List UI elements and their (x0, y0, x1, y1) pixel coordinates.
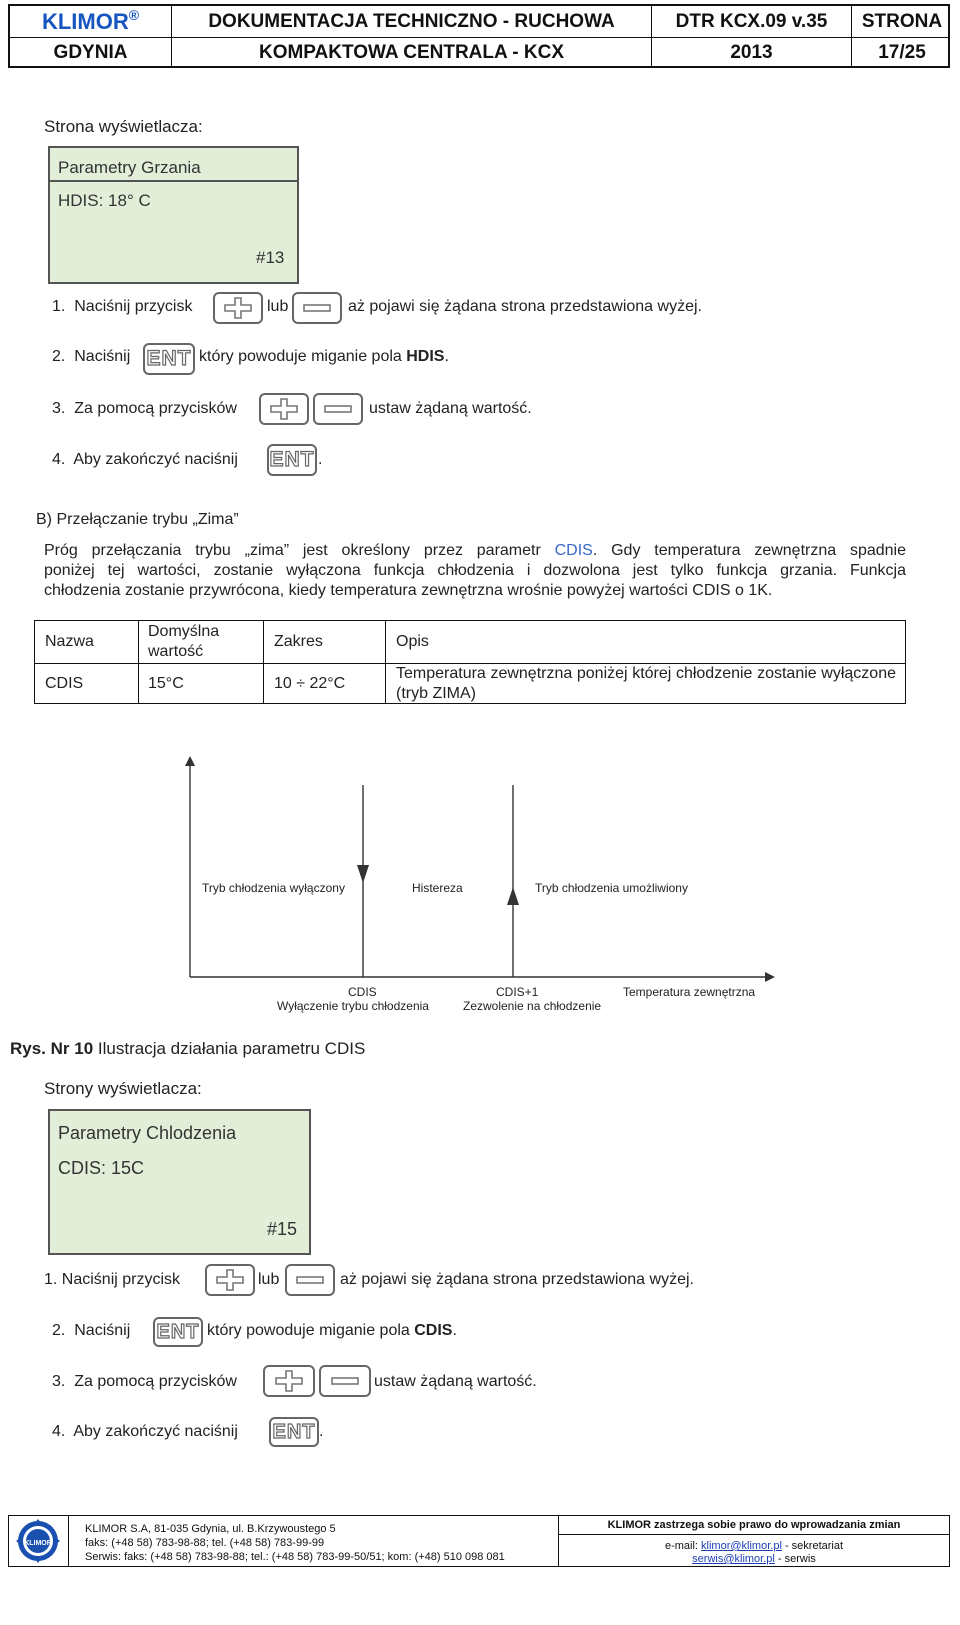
lcd-title: Parametry Grzania (58, 158, 201, 177)
tick-cdis1-desc: Zezwolenie na chłodzenie (463, 999, 602, 1013)
footer-rights-text: KLIMOR zastrzega sobie prawo do wprowadzania zmian (559, 1517, 949, 1535)
footer-contact (69, 1516, 559, 1566)
footer-logo (9, 1516, 69, 1566)
step-1b-or: lub (258, 1271, 280, 1288)
cell-range: 10 ÷ 22°C (274, 675, 346, 692)
step-1b: 1. Naciśnij przycisk (44, 1271, 181, 1288)
step-3b-text: ustaw żądaną wartość. (374, 1373, 537, 1390)
section-heading: B) Przełączanie trybu „Zima” (36, 511, 239, 528)
step-1b-text: aż pojawi się żądana strona przedstawiona wyżej. (340, 1271, 694, 1288)
footer-service: Serwis: faks: (+48 58) 783-98-88; tel.: (+48 58) 783-99-50/51; kom: (+48) 510 098 081 (85, 1551, 505, 1563)
tick-cdis: CDIS (348, 985, 377, 999)
lcd-title: Parametry Chlodzenia (58, 1123, 237, 1143)
ent-key-icon: ENT (269, 1417, 319, 1447)
tick-cdis-desc: Wyłączenie trybu chłodzenia (277, 999, 429, 1013)
label-cooling-off: Tryb chłodzenia wyłączony (202, 881, 345, 895)
lcd-display-cooling (48, 1109, 311, 1255)
step-4: 4. Aby zakończyć naciśnij (52, 451, 238, 468)
col-header-description: Opis (396, 633, 429, 650)
page-number: 17/25 (878, 41, 926, 63)
plus-key-icon (213, 292, 263, 324)
figure-caption: Rys. Nr 10 Ilustracja działania parametru CDIS (10, 1039, 366, 1058)
footer-email-1: e-mail: klimor@klimor.pl - sekretariat (664, 1540, 844, 1552)
lcd-display-heating (48, 146, 299, 284)
tick-cdis1: CDIS+1 (496, 985, 539, 999)
step-1: 1. Naciśnij przycisk (52, 298, 193, 315)
step-1-text: aż pojawi się żądana strona przedstawiona wyżej. (348, 298, 702, 315)
year: 2013 (652, 37, 852, 68)
product-name: KOMPAKTOWA CENTRALA - KCX (172, 37, 652, 68)
step-4b: 4. Aby zakończyć naciśnij (52, 1423, 238, 1440)
footer-fax: faks: (+48 58) 783-98-88; tel. (+48 58) 783-99-99 (85, 1537, 325, 1549)
step-2: 2. Naciśnij (52, 348, 131, 365)
step-2b-text: który powoduje miganie pola CDIS. (207, 1322, 457, 1339)
col-header-range: Zakres (274, 633, 323, 650)
cell-name: CDIS (45, 675, 84, 692)
footer-company: KLIMOR S.A, 81-035 Gdynia, ul. B.Krzywoustego 5 (85, 1523, 336, 1535)
email-link-office[interactable]: klimor@klimor.pl (701, 1540, 782, 1552)
step-1-or: lub (267, 298, 289, 315)
lcd-page: #13 (256, 248, 285, 267)
doc-title: DOKUMENTACJA TECHNICZNO - RUCHOWA (172, 6, 652, 37)
step-3b: 3. Za pomocą przycisków (52, 1373, 237, 1390)
cell-default: 15°C (148, 675, 184, 692)
doc-code: DTR KCX.09 v.35 (652, 6, 852, 37)
step-3: 3. Za pomocą przycisków (52, 400, 237, 417)
minus-key-icon (319, 1365, 371, 1397)
lcd-value: CDIS: 15C (58, 1158, 145, 1178)
para-line-3: chłodzenia zostanie przywrócona, kiedy temperatura zewnętrzna wrośnie powyżej wartości CDIS o 1K. (44, 582, 773, 599)
lcd-page: #15 (267, 1219, 298, 1239)
city: GDYNIA (10, 37, 172, 68)
plus-key-icon (205, 1264, 255, 1296)
parameter-table (34, 620, 906, 704)
lcd-value: HDIS: 18° C (58, 191, 151, 210)
ent-key-icon: ENT (267, 444, 317, 476)
document-footer (8, 1515, 950, 1567)
step-2-text: który powoduje miganie pola HDIS. (199, 348, 449, 365)
page-label: STRONA (861, 10, 943, 32)
col-header-name: Nazwa (45, 633, 94, 650)
step-3-text: ustaw żądaną wartość. (369, 400, 532, 417)
display-intro: Strona wyświetlacza: (44, 117, 203, 136)
footer-rights (559, 1516, 949, 1566)
email-link-service[interactable]: serwis@klimor.pl (692, 1553, 775, 1565)
x-axis-label: Temperatura zewnętrzna (623, 985, 756, 999)
minus-key-icon (285, 1264, 335, 1296)
step-2b: 2. Naciśnij (52, 1322, 131, 1339)
document-header (8, 4, 950, 68)
footer-email-2: serwis@klimor.pl - serwis (692, 1553, 816, 1565)
step-4b-end: . (319, 1423, 324, 1440)
label-cooling-on: Tryb chłodzenia umożliwiony (535, 881, 688, 895)
step-4-end: . (318, 451, 323, 468)
minus-key-icon (313, 393, 363, 425)
brand-logo: KLIMOR® (10, 6, 172, 37)
lcd-divider (50, 180, 298, 182)
cell-description: Temperatura zewnętrzna poniżej której chłodzenie zostanie wyłączone (tryb ZIMA) (396, 665, 896, 702)
display-intro-2: Strony wyświetlacza: (44, 1079, 202, 1098)
plus-key-icon (259, 393, 309, 425)
col-header-default: Domyślna wartość (148, 623, 220, 660)
plus-key-icon (263, 1365, 315, 1397)
klimor-gear-logo-icon (9, 1516, 67, 1566)
ent-key-icon: ENT (153, 1317, 203, 1347)
minus-key-icon (292, 292, 342, 324)
label-hysteresis: Histereza (412, 881, 463, 895)
ent-key-icon: ENT (143, 343, 195, 375)
para-line-1: Próg przełączania trybu „zima” jest określony przez parametr CDIS. Gdy temperatura zewnętrzna spadnie (44, 542, 907, 559)
svg-text:KLIMOR: KLIMOR (24, 1540, 52, 1547)
para-line-2: poniżej tej wartości, zostanie wyłączona funkcja chłodzenia i dozwolona jest tylko funkcja grzania. Funkcja (44, 562, 906, 579)
